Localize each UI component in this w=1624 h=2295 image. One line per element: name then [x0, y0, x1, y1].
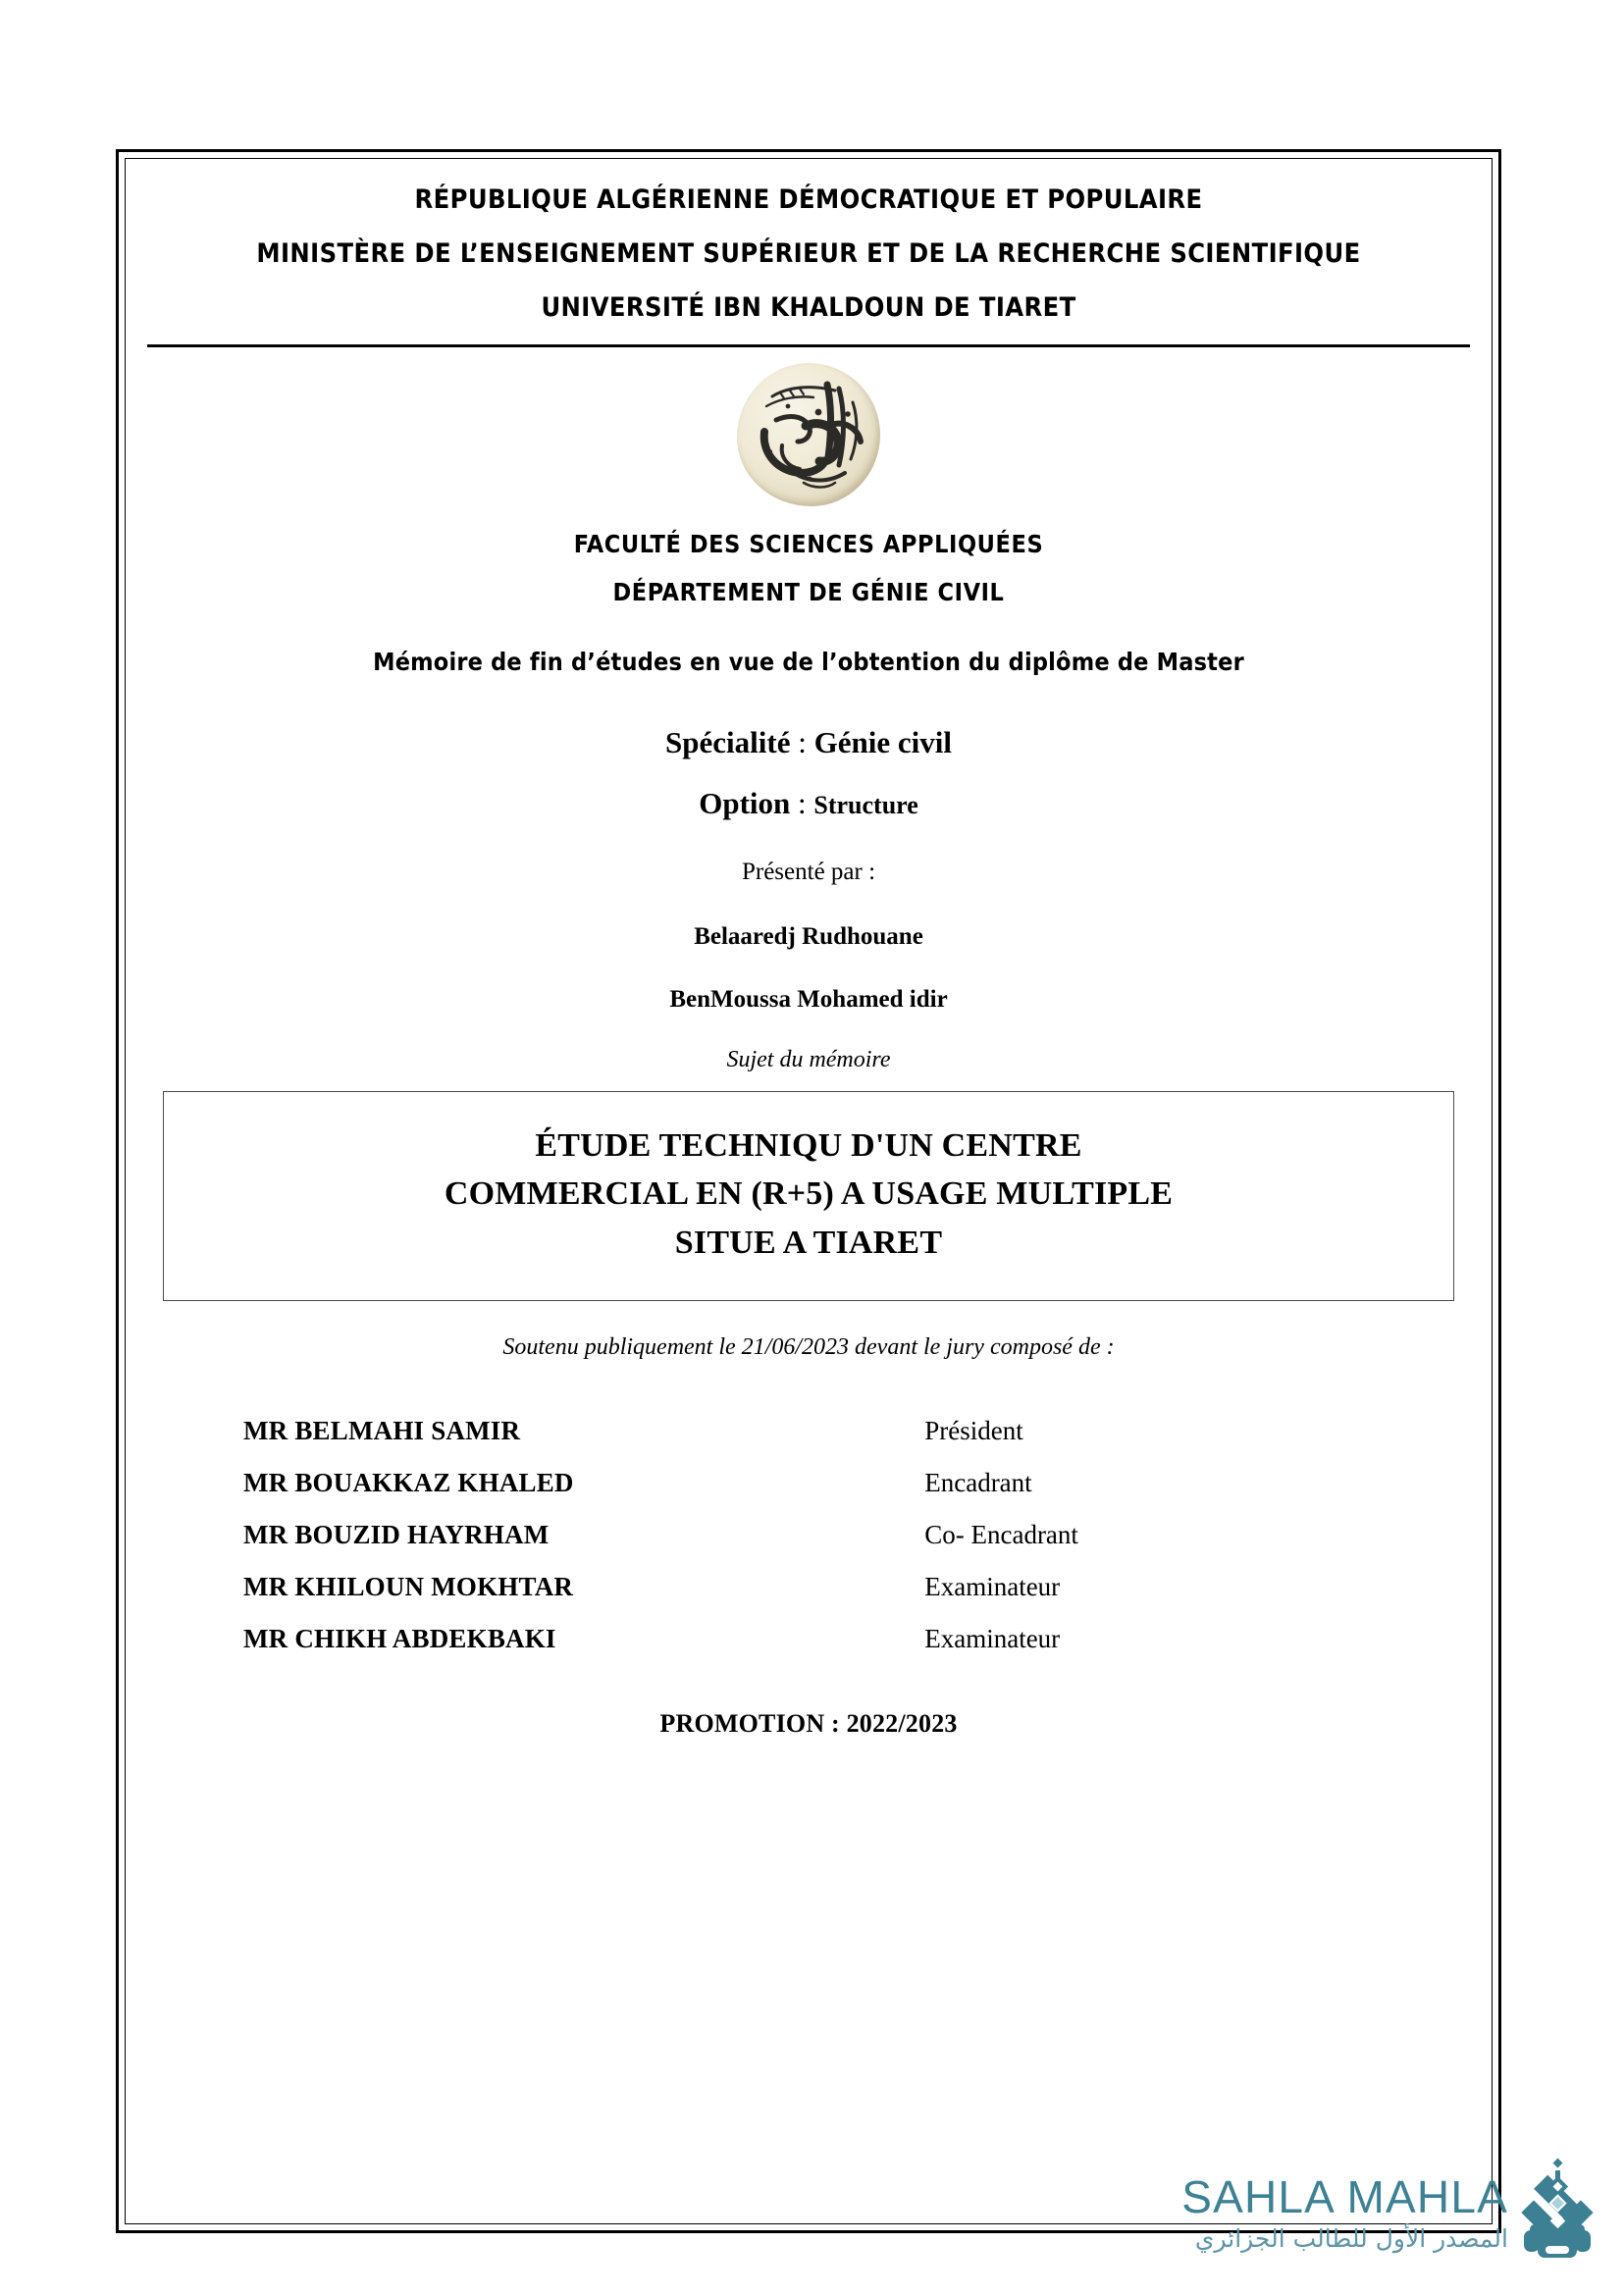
memoire-statement: Mémoire de fin d’études en vue de l’obtention du diplôme de Master — [373, 648, 1244, 676]
jury-table — [143, 1416, 1474, 1676]
header-divider — [147, 344, 1470, 347]
university-logo-wrap — [143, 363, 1474, 506]
header-line-university: UNIVERSITÉ IBN KHALDOUN DE TIARET — [541, 292, 1076, 323]
jury-member-name: MR KHILOUN MOKHTAR — [243, 1571, 574, 1601]
table-row — [143, 1572, 1474, 1624]
jury-member-name: MR BELMAHI SAMIR — [243, 1415, 521, 1445]
sahla-mahla-ornament-icon — [1512, 2158, 1602, 2268]
watermark-subtitle: المصدر الأول للطالب الجزائري — [1194, 2224, 1508, 2253]
table-row — [143, 1624, 1474, 1676]
jury-member-role: Co- Encadrant — [924, 1519, 1078, 1549]
jury-member-role: Encadrant — [924, 1467, 1032, 1497]
option-label: Option — [699, 786, 791, 820]
thesis-title-line-2: COMMERCIAL EN (R+5) A USAGE MULTIPLE — [444, 1175, 1174, 1213]
title-page-content — [126, 159, 1492, 2223]
header-line-republic: RÉPUBLIQUE ALGÉRIENNE DÉMOCRATIQUE ET POPULAIRE — [414, 184, 1203, 215]
table-row — [143, 1416, 1474, 1468]
author-name-1: Belaaredj Rudhouane — [694, 923, 923, 950]
jury-member-role: Examinateur — [924, 1623, 1061, 1653]
jury-member-name: MR CHIKH ABDEKBAKI — [243, 1623, 556, 1653]
faculty-name: FACULTÉ DES SCIENCES APPLIQUÉES — [573, 530, 1044, 558]
specialite-value: Génie civil — [813, 725, 952, 759]
jury-member-role: Examinateur — [924, 1571, 1061, 1601]
promotion-year: PROMOTION : 2022/2023 — [659, 1708, 958, 1738]
table-row — [143, 1468, 1474, 1520]
author-name-2: BenMoussa Mohamed idir — [669, 986, 948, 1013]
specialite-separator: : — [790, 725, 814, 759]
jury-member-name: MR BOUAKKAZ KHALED — [243, 1467, 574, 1497]
jury-member-role: Président — [924, 1415, 1023, 1445]
thesis-title-line-1: ÉTUDE TECHNIQU D'UN CENTRE — [535, 1127, 1082, 1164]
specialite-label: Spécialité — [665, 725, 791, 759]
presented-by-label: Présenté par : — [741, 859, 876, 885]
watermark-title: SAHLA MAHLA — [1181, 2171, 1508, 2222]
institution-header — [143, 184, 1474, 323]
sujet-label: Sujet du mémoire — [726, 1047, 891, 1072]
thesis-title-box — [163, 1091, 1454, 1301]
jury-member-name: MR BOUZID HAYRHAM — [243, 1519, 550, 1549]
specialite-line — [143, 725, 1474, 760]
department-name: DÉPARTEMENT DE GÉNIE CIVIL — [612, 578, 1005, 606]
option-line — [143, 786, 1474, 821]
header-line-ministry: MINISTÈRE DE L’ENSEIGNEMENT SUPÉRIEUR ET DE LA RECHERCHE SCIENTIFIQUE — [256, 238, 1361, 269]
option-separator: : — [790, 786, 814, 820]
thesis-title-line-3: SITUE A TIARET — [674, 1224, 943, 1261]
university-emblem-icon — [737, 363, 880, 506]
defense-statement: Soutenu publiquement le 21/06/2023 devant le jury composé de : — [502, 1333, 1115, 1360]
table-row — [143, 1520, 1474, 1572]
option-value: Structure — [813, 791, 918, 819]
